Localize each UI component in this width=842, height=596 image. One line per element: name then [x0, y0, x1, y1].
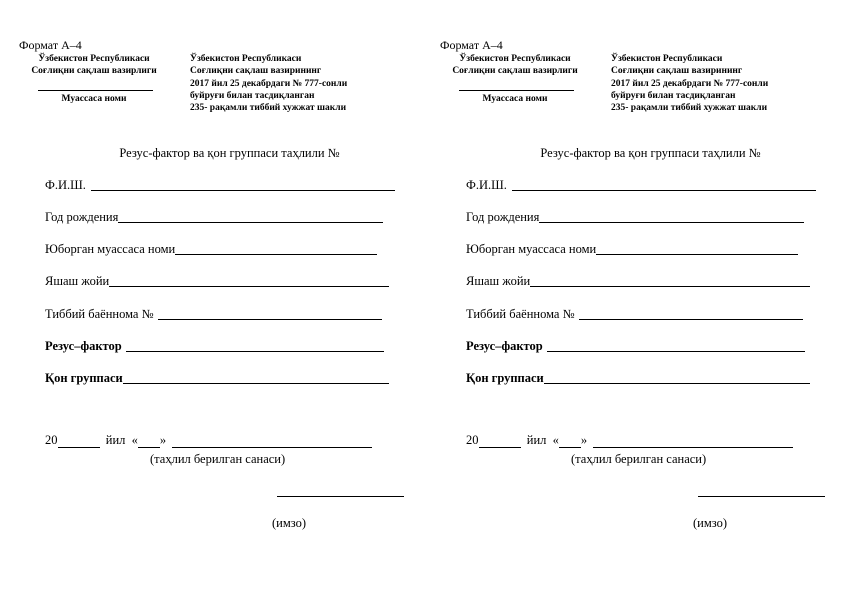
sender-field — [466, 242, 798, 257]
record-input-line[interactable] — [158, 318, 382, 320]
birth-field — [45, 210, 383, 225]
approval-block — [611, 53, 768, 114]
close-quote: » — [159, 433, 167, 447]
year-prefix: 20 — [466, 433, 479, 447]
approval-line-5: 235- рақамли тиббий хужжат шакли — [190, 103, 347, 114]
signature-caption: (имзо) — [272, 516, 307, 530]
record-field — [466, 307, 803, 322]
blood-input-line[interactable] — [123, 382, 389, 384]
rh-input-line[interactable] — [126, 350, 384, 352]
rh-label: Резус–фактор — [45, 339, 122, 353]
rh-field — [466, 339, 805, 354]
rh-input-line[interactable] — [547, 350, 805, 352]
date-caption: (таҳлил берилган санаси) — [150, 452, 286, 466]
sender-label: Юборган муассаса номи — [45, 242, 176, 256]
date-line — [466, 433, 793, 448]
approval-line-1: Ўзбекистон Республикаси — [611, 54, 723, 64]
record-field — [45, 307, 382, 322]
ministry-name: Соғлиқни сақлаш вазирлиги — [452, 66, 578, 76]
sender-field — [45, 242, 377, 257]
approval-line-3: 2017 йил 25 декабрдаги № 777-сонли — [611, 78, 769, 89]
year-input-line[interactable] — [479, 435, 521, 448]
blood-field — [466, 371, 810, 386]
institution-line[interactable] — [459, 83, 574, 91]
fio-input-line[interactable] — [512, 189, 816, 191]
rh-field — [45, 339, 384, 354]
blood-input-line[interactable] — [544, 382, 810, 384]
approval-line-5: 235- рақамли тиббий хужжат шакли — [611, 103, 768, 114]
address-field — [466, 274, 810, 289]
sender-input-line[interactable] — [596, 253, 798, 255]
fio-field — [45, 178, 395, 193]
date-caption: (таҳлил берилган санаси) — [571, 452, 707, 466]
year-prefix: 20 — [45, 433, 58, 447]
address-label: Яшаш жойи — [466, 274, 531, 288]
institution-line[interactable] — [38, 83, 153, 91]
ministry-block — [26, 53, 162, 105]
open-quote: « — [552, 433, 559, 447]
address-input-line[interactable] — [530, 285, 810, 287]
institution-caption: Муассаса номи — [482, 94, 548, 104]
day-input-line[interactable] — [559, 435, 581, 448]
form-title: Резус-фактор ва қон группаси таҳлили № — [540, 146, 761, 160]
approval-block — [190, 53, 347, 114]
ministry-country: Ўзбекистон Республикаси — [459, 54, 571, 64]
format-label: Формат А–4 — [440, 38, 503, 52]
form-title: Резус-фактор ва қон группаси таҳлили № — [119, 146, 340, 160]
fio-label: Ф.И.Ш. — [45, 178, 86, 192]
approval-line-3: 2017 йил 25 декабрдаги № 777-сонли — [190, 78, 348, 89]
birth-label: Год рождения — [466, 210, 540, 224]
record-label: Тиббий баённома № — [466, 307, 575, 321]
record-input-line[interactable] — [579, 318, 803, 320]
approval-line-2: Соғлиқни сақлаш вазирининг — [190, 66, 322, 77]
signature-line[interactable] — [698, 496, 825, 497]
approval-line-4: буйруғи билан тасдиқланган — [190, 90, 315, 101]
day-input-line[interactable] — [138, 435, 160, 448]
format-label: Формат А–4 — [19, 38, 82, 52]
institution-caption: Муассаса номи — [61, 94, 127, 104]
birth-label: Год рождения — [45, 210, 119, 224]
ministry-name: Соғлиқни сақлаш вазирлиги — [31, 66, 157, 76]
signature-line[interactable] — [277, 496, 404, 497]
form-right — [421, 0, 842, 596]
blood-label: Қон группаси — [466, 371, 544, 385]
sender-input-line[interactable] — [175, 253, 377, 255]
year-word: йил — [105, 433, 126, 447]
approval-line-4: буйруғи билан тасдиқланган — [611, 90, 736, 101]
address-label: Яшаш жойи — [45, 274, 110, 288]
date-line — [45, 433, 372, 448]
signature-caption: (имзо) — [693, 516, 728, 530]
record-label: Тиббий баённома № — [45, 307, 154, 321]
ministry-block — [447, 53, 583, 105]
address-field — [45, 274, 389, 289]
approval-line-2: Соғлиқни сақлаш вазирининг — [611, 66, 743, 77]
birth-input-line[interactable] — [118, 221, 383, 223]
year-input-line[interactable] — [58, 435, 100, 448]
approval-line-1: Ўзбекистон Республикаси — [190, 54, 302, 64]
month-input-line[interactable] — [172, 435, 372, 448]
birth-input-line[interactable] — [539, 221, 804, 223]
month-input-line[interactable] — [593, 435, 793, 448]
ministry-country: Ўзбекистон Республикаси — [38, 54, 150, 64]
blood-field — [45, 371, 389, 386]
fio-label: Ф.И.Ш. — [466, 178, 507, 192]
open-quote: « — [131, 433, 138, 447]
rh-label: Резус–фактор — [466, 339, 543, 353]
close-quote: » — [580, 433, 588, 447]
fio-field — [466, 178, 816, 193]
sender-label: Юборган муассаса номи — [466, 242, 597, 256]
fio-input-line[interactable] — [91, 189, 395, 191]
address-input-line[interactable] — [109, 285, 389, 287]
birth-field — [466, 210, 804, 225]
blood-label: Қон группаси — [45, 371, 123, 385]
year-word: йил — [526, 433, 547, 447]
